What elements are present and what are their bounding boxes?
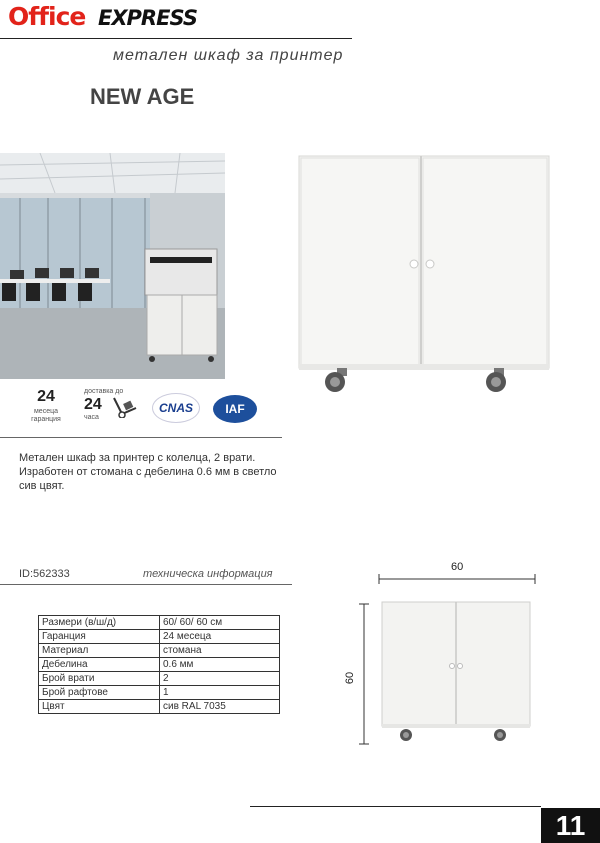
iaf-logo: [213, 395, 257, 423]
product-model: NEW AGE: [90, 84, 195, 109]
delivery-number: 24: [84, 396, 102, 413]
warranty-line1: месеца: [33, 408, 58, 415]
spec-table: [38, 615, 280, 714]
spec-label: Дебелина: [39, 658, 160, 672]
table-row: [39, 658, 280, 672]
spec-label: Цвят: [39, 700, 160, 714]
warranty-badge: [30, 388, 62, 424]
table-row: [39, 672, 280, 686]
product-subtitle: метален шкаф за принтер: [113, 47, 344, 64]
spec-value: стомана: [160, 644, 280, 658]
spec-value: 60/ 60/ 60 см: [160, 616, 280, 630]
description-line1: Метален шкаф за принтер с колелца, 2 врати.: [19, 452, 256, 464]
cabinet-dimension-image: [380, 600, 532, 745]
hand-truck-icon: [110, 396, 140, 418]
spec-value: 2: [160, 672, 280, 686]
warranty-number: 24: [37, 388, 55, 405]
footer-divider: [250, 806, 541, 807]
spec-label: Размери (в/ш/д): [39, 616, 160, 630]
delivery-bottom: часа: [84, 414, 99, 421]
iaf-text: IAF: [225, 402, 245, 416]
width-dimension-label: 60: [451, 561, 464, 573]
warranty-line2: гаранция: [31, 416, 61, 423]
logo-office: Office: [8, 2, 86, 31]
badges-divider: [0, 437, 282, 438]
delivery-top: доставка до: [84, 388, 124, 395]
tech-info-label: техническа информация: [143, 568, 273, 580]
height-dimension-label: 60: [344, 671, 357, 685]
table-row: [39, 686, 280, 700]
spec-value: 1: [160, 686, 280, 700]
width-dimension-line: [378, 574, 536, 584]
logo-express: EXPRESS: [98, 6, 197, 30]
product-description: [19, 451, 284, 493]
cnas-logo: [152, 393, 200, 423]
description-line2: Изработен от стомана с дебелина 0.6 мм в светло сив цвят.: [19, 466, 277, 492]
page-number: 11: [541, 808, 600, 843]
spec-label: Гаранция: [39, 630, 160, 644]
spec-value: 0.6 мм: [160, 658, 280, 672]
table-row: [39, 644, 280, 658]
table-row: [39, 630, 280, 644]
cnas-text: CNAS: [158, 401, 193, 415]
height-dimension-line: [359, 603, 369, 745]
tech-divider: [0, 584, 292, 585]
cabinet-front-image: [293, 150, 555, 395]
office-photo: [0, 153, 225, 379]
spec-label: Материал: [39, 644, 160, 658]
product-id: ID:562333: [19, 568, 70, 580]
spec-value: сив RAL 7035: [160, 700, 280, 714]
spec-value: 24 месеца: [160, 630, 280, 644]
spec-label: Брой рафтове: [39, 686, 160, 700]
spec-label: Брой врати: [39, 672, 160, 686]
table-row: [39, 700, 280, 714]
header-divider: [0, 38, 352, 39]
delivery-badge: [84, 388, 142, 422]
table-row: [39, 616, 280, 630]
